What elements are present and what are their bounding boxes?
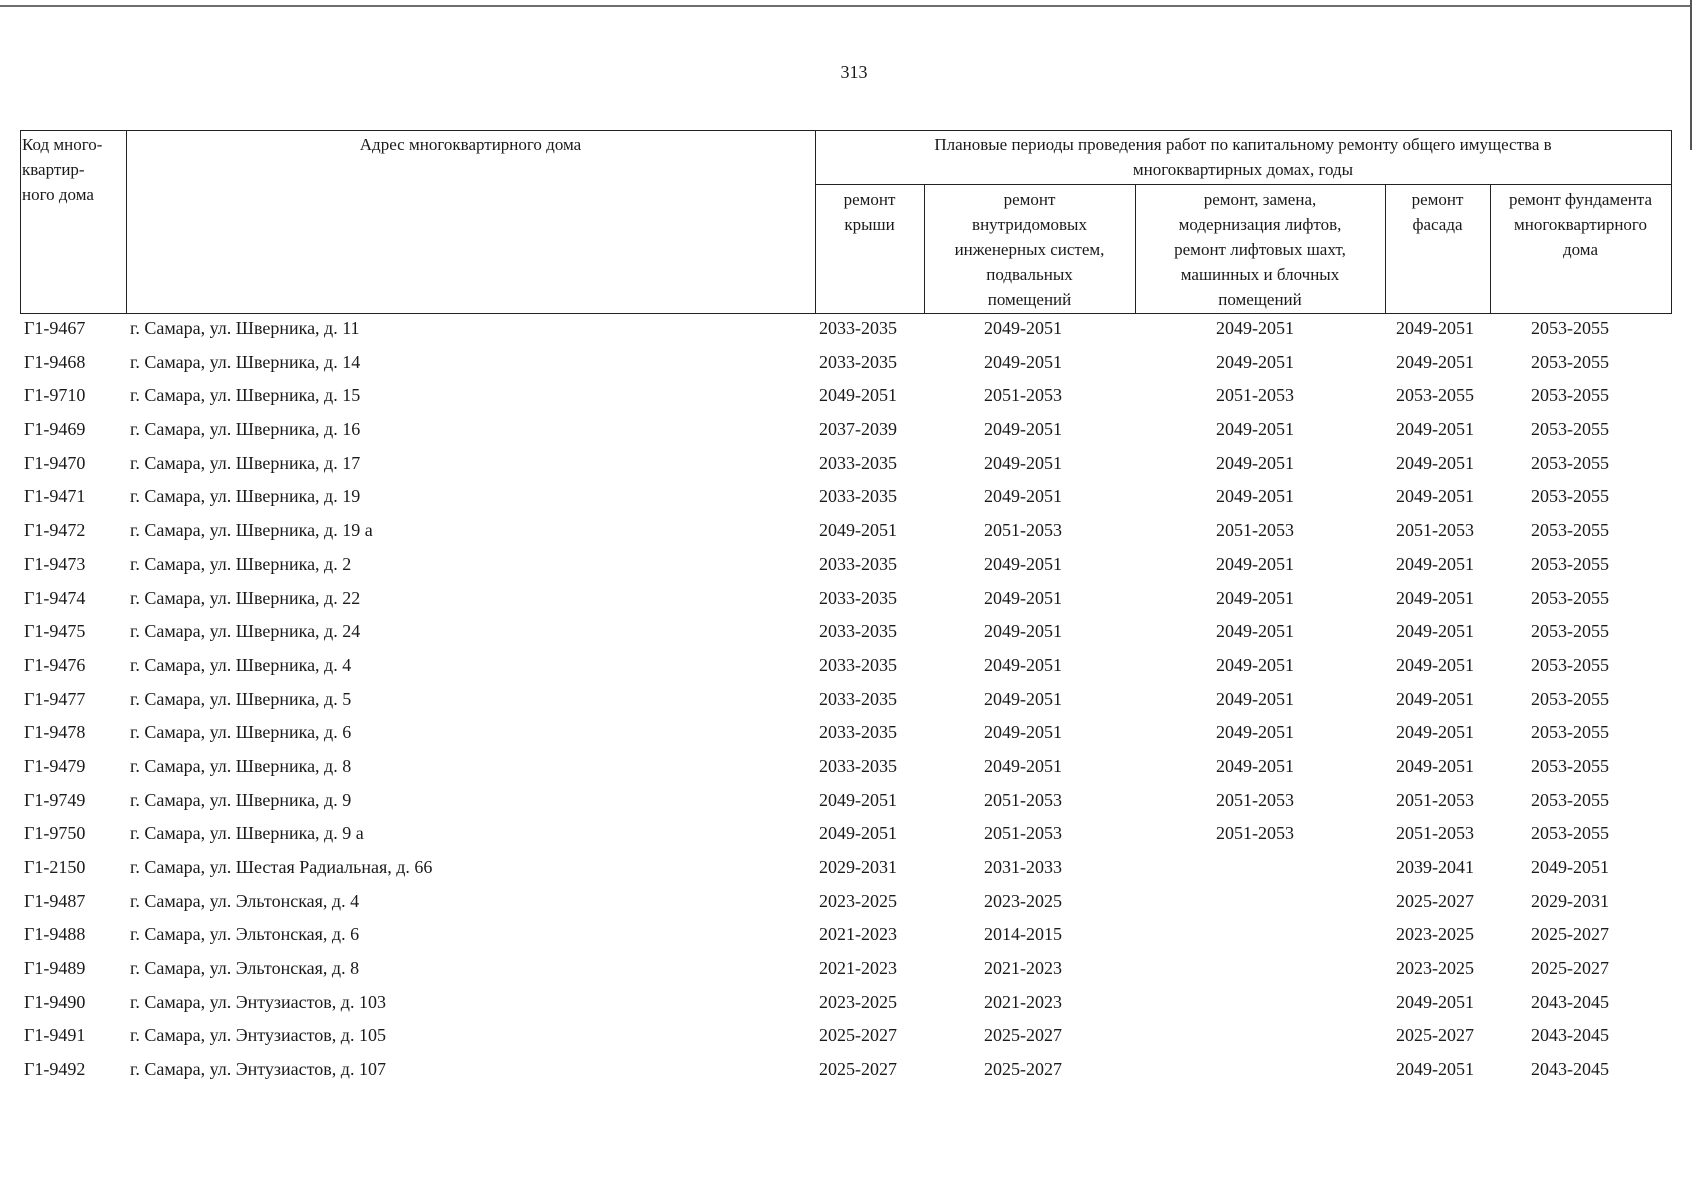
header-foundation: ремонт фундамента многоквартирного дома xyxy=(1508,190,1653,259)
row-roof: 2033-2035 xyxy=(819,351,897,372)
row-foundation: 2025-2027 xyxy=(1531,958,1609,979)
row-roof: 2025-2027 xyxy=(819,1059,897,1080)
row-lifts: 2049-2051 xyxy=(1216,351,1294,372)
row-facade: 2051-2053 xyxy=(1396,823,1474,844)
row-facade: 2051-2053 xyxy=(1396,789,1474,810)
row-address: г. Самара, ул. Шверника, д. 9 а xyxy=(130,823,364,844)
row-foundation: 2053-2055 xyxy=(1531,789,1609,810)
table-row xyxy=(20,853,1672,887)
row-engineering: 2049-2051 xyxy=(984,587,1062,608)
repair-schedule-table xyxy=(20,130,1672,1089)
row-foundation: 2053-2055 xyxy=(1531,385,1609,406)
row-code: Г1-9487 xyxy=(24,890,86,911)
row-facade: 2049-2051 xyxy=(1396,486,1474,507)
row-address: г. Самара, ул. Шверника, д. 16 xyxy=(130,419,361,440)
row-code: Г1-9475 xyxy=(24,621,86,642)
row-code: Г1-9474 xyxy=(24,587,86,608)
row-facade: 2049-2051 xyxy=(1396,654,1474,675)
row-roof: 2033-2035 xyxy=(819,688,897,709)
row-facade: 2049-2051 xyxy=(1396,452,1474,473)
header-facade: ремонт фасада xyxy=(1411,190,1464,234)
row-lifts: 2049-2051 xyxy=(1216,452,1294,473)
row-code: Г1-9477 xyxy=(24,688,86,709)
row-code: Г1-9491 xyxy=(24,1025,86,1046)
table-row xyxy=(20,516,1672,550)
row-code: Г1-9470 xyxy=(24,452,86,473)
row-code: Г1-9476 xyxy=(24,654,86,675)
table-body xyxy=(20,314,1672,1089)
row-engineering: 2049-2051 xyxy=(984,553,1062,574)
row-facade: 2049-2051 xyxy=(1396,553,1474,574)
table-row xyxy=(20,887,1672,921)
row-roof: 2049-2051 xyxy=(819,823,897,844)
row-facade: 2053-2055 xyxy=(1396,385,1474,406)
row-address: г. Самара, ул. Шестая Радиальная, д. 66 xyxy=(130,857,433,877)
table-row xyxy=(20,348,1672,382)
row-address: г. Самара, ул. Энтузиастов, д. 103 xyxy=(130,991,386,1012)
row-facade: 2049-2051 xyxy=(1396,688,1474,709)
row-foundation: 2053-2055 xyxy=(1531,587,1609,608)
row-address: г. Самара, ул. Шверника, д. 2 xyxy=(130,553,352,574)
row-roof: 2033-2035 xyxy=(819,318,897,338)
row-facade: 2049-2051 xyxy=(1396,587,1474,608)
row-code: Г1-9710 xyxy=(24,385,86,406)
row-facade: 2049-2051 xyxy=(1396,991,1474,1012)
table-row xyxy=(20,685,1672,719)
row-lifts: 2049-2051 xyxy=(1216,688,1294,709)
row-foundation: 2025-2027 xyxy=(1531,924,1609,945)
row-address: г. Самара, ул. Шверника, д. 22 xyxy=(130,587,361,608)
row-engineering: 2049-2051 xyxy=(984,452,1062,473)
row-roof: 2033-2035 xyxy=(819,486,897,507)
header-code: Код много- квартир- ного дома xyxy=(22,135,103,204)
table-row xyxy=(20,988,1672,1022)
table-row xyxy=(20,449,1672,483)
row-facade: 2049-2051 xyxy=(1396,419,1474,440)
row-engineering: 2014-2015 xyxy=(984,924,1062,945)
row-roof: 2049-2051 xyxy=(819,789,897,810)
row-lifts: 2049-2051 xyxy=(1216,419,1294,440)
row-facade: 2023-2025 xyxy=(1396,924,1474,945)
row-roof: 2023-2025 xyxy=(819,991,897,1012)
row-facade: 2051-2053 xyxy=(1396,520,1474,541)
table-row xyxy=(20,819,1672,853)
row-roof: 2049-2051 xyxy=(819,520,897,541)
row-code: Г1-2150 xyxy=(24,857,86,877)
row-code: Г1-9488 xyxy=(24,924,86,945)
row-roof: 2037-2039 xyxy=(819,419,897,440)
table-row xyxy=(20,1021,1672,1055)
table-row xyxy=(20,752,1672,786)
table-row xyxy=(20,584,1672,618)
row-engineering: 2021-2023 xyxy=(984,958,1062,979)
row-code: Г1-9478 xyxy=(24,722,86,743)
row-foundation: 2053-2055 xyxy=(1531,654,1609,675)
table-row xyxy=(20,314,1672,348)
row-engineering: 2049-2051 xyxy=(984,351,1062,372)
row-lifts: 2051-2053 xyxy=(1216,823,1294,844)
row-code: Г1-9468 xyxy=(24,351,86,372)
row-roof: 2021-2023 xyxy=(819,958,897,979)
row-roof: 2049-2051 xyxy=(819,385,897,406)
row-address: г. Самара, ул. Шверника, д. 24 xyxy=(130,621,361,642)
row-foundation: 2053-2055 xyxy=(1531,351,1609,372)
row-foundation: 2053-2055 xyxy=(1531,722,1609,743)
row-address: г. Самара, ул. Эльтонская, д. 6 xyxy=(130,924,360,945)
row-address: г. Самара, ул. Шверника, д. 9 xyxy=(130,789,352,810)
row-engineering: 2051-2053 xyxy=(984,789,1062,810)
row-address: г. Самара, ул. Шверника, д. 17 xyxy=(130,452,361,473)
row-roof: 2033-2035 xyxy=(819,621,897,642)
row-engineering: 2049-2051 xyxy=(984,722,1062,743)
row-address: г. Самара, ул. Шверника, д. 11 xyxy=(130,318,360,338)
row-code: Г1-9749 xyxy=(24,789,86,810)
row-roof: 2033-2035 xyxy=(819,654,897,675)
row-foundation: 2053-2055 xyxy=(1531,520,1609,541)
header-engineering: ремонт внутридомовых инженерных систем, подвальных помещений xyxy=(954,190,1105,309)
row-roof: 2033-2035 xyxy=(819,755,897,776)
row-address: г. Самара, ул. Шверника, д. 6 xyxy=(130,722,352,743)
row-code: Г1-9492 xyxy=(24,1059,86,1080)
row-facade: 2049-2051 xyxy=(1396,351,1474,372)
row-roof: 2033-2035 xyxy=(819,587,897,608)
row-foundation: 2053-2055 xyxy=(1531,621,1609,642)
row-engineering: 2049-2051 xyxy=(984,621,1062,642)
table-header xyxy=(20,130,1672,314)
row-facade: 2049-2051 xyxy=(1396,755,1474,776)
row-engineering: 2025-2027 xyxy=(984,1025,1062,1046)
row-engineering: 2049-2051 xyxy=(984,688,1062,709)
table-row xyxy=(20,718,1672,752)
row-engineering: 2051-2053 xyxy=(984,823,1062,844)
row-engineering: 2025-2027 xyxy=(984,1059,1062,1080)
row-code: Г1-9473 xyxy=(24,553,86,574)
row-address: г. Самара, ул. Шверника, д. 14 xyxy=(130,351,361,372)
row-address: г. Самара, ул. Энтузиастов, д. 105 xyxy=(130,1025,386,1046)
row-code: Г1-9467 xyxy=(24,318,86,338)
row-facade: 2049-2051 xyxy=(1396,1059,1474,1080)
top-rule xyxy=(0,5,1690,7)
row-code: Г1-9471 xyxy=(24,486,86,507)
row-code: Г1-9472 xyxy=(24,520,86,541)
header-periods: Плановые периоды проведения работ по капитальному ремонту общего имущества в многоквартирных домах, годы xyxy=(934,135,1552,179)
row-address: г. Самара, ул. Шверника, д. 19 xyxy=(130,486,361,507)
row-foundation: 2043-2045 xyxy=(1531,1025,1609,1046)
row-lifts: 2049-2051 xyxy=(1216,722,1294,743)
row-lifts: 2051-2053 xyxy=(1216,789,1294,810)
row-roof: 2033-2035 xyxy=(819,722,897,743)
row-roof: 2033-2035 xyxy=(819,452,897,473)
row-address: г. Самара, ул. Шверника, д. 4 xyxy=(130,654,352,675)
row-facade: 2049-2051 xyxy=(1396,722,1474,743)
table-row xyxy=(20,482,1672,516)
header-roof: ремонт крыши xyxy=(843,190,896,234)
row-facade: 2049-2051 xyxy=(1396,621,1474,642)
row-engineering: 2049-2051 xyxy=(984,486,1062,507)
row-code: Г1-9479 xyxy=(24,755,86,776)
row-address: г. Самара, ул. Шверника, д. 5 xyxy=(130,688,352,709)
table-row xyxy=(20,954,1672,988)
table-row xyxy=(20,617,1672,651)
row-code: Г1-9490 xyxy=(24,991,86,1012)
row-engineering: 2051-2053 xyxy=(984,385,1062,406)
row-roof: 2033-2035 xyxy=(819,553,897,574)
row-engineering: 2049-2051 xyxy=(984,318,1062,338)
row-foundation: 2053-2055 xyxy=(1531,318,1609,338)
row-lifts: 2049-2051 xyxy=(1216,587,1294,608)
row-foundation: 2043-2045 xyxy=(1531,1059,1609,1080)
row-address: г. Самара, ул. Эльтонская, д. 4 xyxy=(130,890,360,911)
row-address: г. Самара, ул. Шверника, д. 15 xyxy=(130,385,361,406)
row-facade: 2023-2025 xyxy=(1396,958,1474,979)
row-lifts: 2051-2053 xyxy=(1216,520,1294,541)
table-row xyxy=(20,381,1672,415)
row-lifts: 2049-2051 xyxy=(1216,486,1294,507)
row-roof: 2023-2025 xyxy=(819,890,897,911)
row-foundation: 2043-2045 xyxy=(1531,991,1609,1012)
row-facade: 2049-2051 xyxy=(1396,318,1474,338)
page-number: 313 xyxy=(840,62,868,82)
row-engineering: 2049-2051 xyxy=(984,755,1062,776)
row-engineering: 2021-2023 xyxy=(984,991,1062,1012)
row-foundation: 2053-2055 xyxy=(1531,419,1609,440)
row-engineering: 2031-2033 xyxy=(984,857,1062,877)
row-address: г. Самара, ул. Шверника, д. 19 а xyxy=(130,520,373,541)
row-roof: 2021-2023 xyxy=(819,924,897,945)
row-lifts: 2049-2051 xyxy=(1216,654,1294,675)
row-lifts: 2049-2051 xyxy=(1216,755,1294,776)
row-address: г. Самара, ул. Эльтонская, д. 8 xyxy=(130,958,360,979)
row-address: г. Самара, ул. Шверника, д. 8 xyxy=(130,755,352,776)
row-facade: 2039-2041 xyxy=(1396,857,1474,877)
header-lifts: ремонт, замена, модернизация лифтов, ремонт лифтовых шахт, машинных и блочных помещений xyxy=(1174,190,1346,309)
table-row xyxy=(20,651,1672,685)
row-engineering: 2049-2051 xyxy=(984,419,1062,440)
table-row xyxy=(20,1055,1672,1089)
table-row xyxy=(20,920,1672,954)
row-roof: 2029-2031 xyxy=(819,857,897,877)
row-lifts: 2051-2053 xyxy=(1216,385,1294,406)
table-row xyxy=(20,550,1672,584)
row-foundation: 2029-2031 xyxy=(1531,890,1609,911)
row-facade: 2025-2027 xyxy=(1396,1025,1474,1046)
header-address: Адрес многоквартирного дома xyxy=(359,135,582,154)
header-subdivider xyxy=(815,184,1671,185)
row-lifts: 2049-2051 xyxy=(1216,621,1294,642)
table-row xyxy=(20,786,1672,820)
row-engineering: 2023-2025 xyxy=(984,890,1062,911)
row-foundation: 2053-2055 xyxy=(1531,553,1609,574)
row-foundation: 2053-2055 xyxy=(1531,486,1609,507)
row-address: г. Самара, ул. Энтузиастов, д. 107 xyxy=(130,1059,386,1080)
row-lifts: 2049-2051 xyxy=(1216,318,1294,338)
row-engineering: 2049-2051 xyxy=(984,654,1062,675)
row-foundation: 2049-2051 xyxy=(1531,857,1609,877)
row-foundation: 2053-2055 xyxy=(1531,452,1609,473)
row-foundation: 2053-2055 xyxy=(1531,755,1609,776)
row-facade: 2025-2027 xyxy=(1396,890,1474,911)
row-code: Г1-9489 xyxy=(24,958,86,979)
row-engineering: 2051-2053 xyxy=(984,520,1062,541)
row-code: Г1-9750 xyxy=(24,823,86,844)
row-foundation: 2053-2055 xyxy=(1531,823,1609,844)
row-foundation: 2053-2055 xyxy=(1531,688,1609,709)
row-code: Г1-9469 xyxy=(24,419,86,440)
table-row xyxy=(20,415,1672,449)
row-lifts: 2049-2051 xyxy=(1216,553,1294,574)
row-roof: 2025-2027 xyxy=(819,1025,897,1046)
